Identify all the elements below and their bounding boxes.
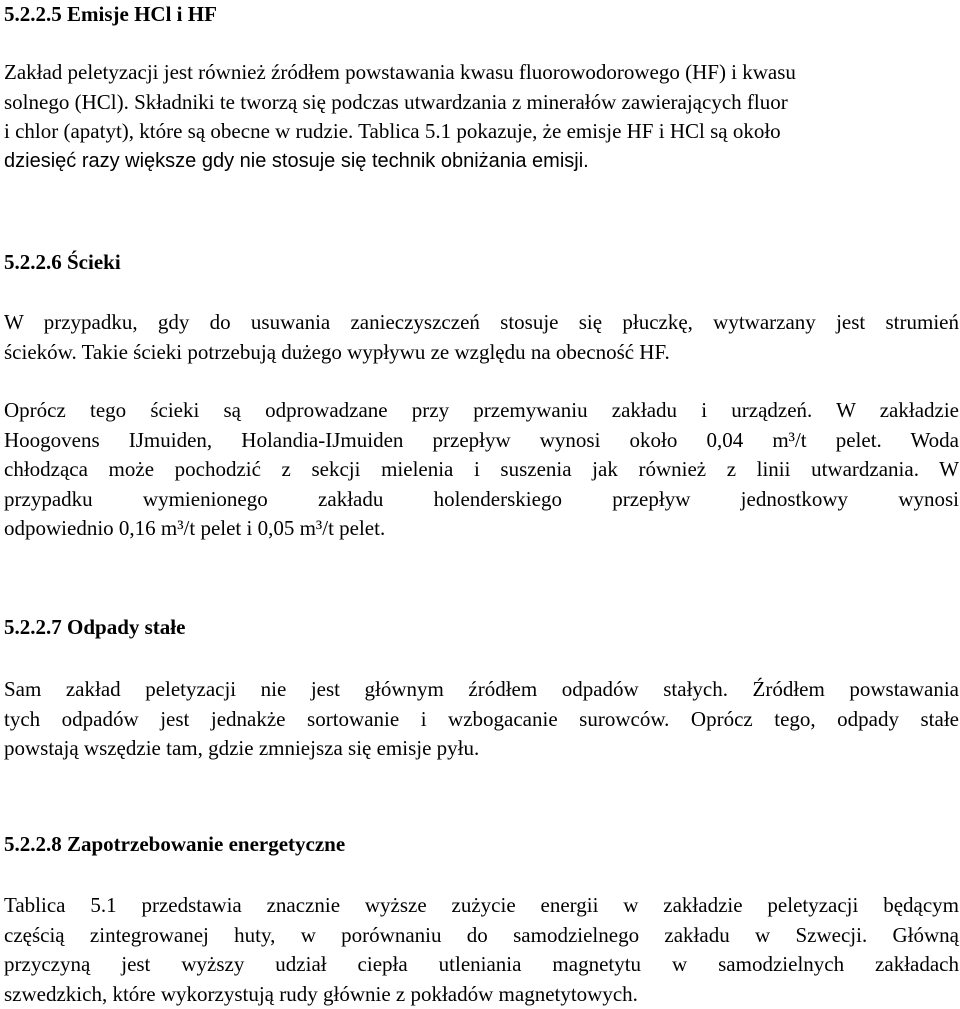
text-line: częścią zintegrowanej huty, w porównaniu do samodzielnego zakładu w Szwecji. Główną [4,922,959,947]
text-line: Hoogovens IJmuiden, Holandia-IJmuiden przepływ wynosi około 0,04 m³/t pelet. Woda [4,427,959,452]
text-line: przypadku wymienionego zakładu holenderskiego przepływ jednostkowy wynosi [4,486,959,511]
text-line: Zakład peletyzacji jest również źródłem powstawania kwasu fluorowodorowego (HF) i kwasu [4,60,796,84]
text-line: Sam zakład peletyzacji nie jest głównym źródłem odpadów stałych. Źródłem powstawania [4,677,959,701]
section-heading-energia: 5.2.2.8 Zapotrzebowanie energetyczne [4,832,346,856]
text-line: Oprócz tego ścieki są odprowadzane przy przemywaniu zakładu i urządzeń. W zakładzie [4,398,959,422]
text-line: szwedzkich, które wykorzystują rudy głównie z pokładów magnetytowych. [4,981,638,1006]
text-line: Tablica 5.1 przedstawia znacznie wyższe zużycie energii w zakładzie peletyzacji będącym [4,893,959,917]
section-heading-scieki: 5.2.2.6 Ścieki [4,250,121,274]
paragraph-hcl-hf [4,58,959,176]
paragraph-energia [4,891,959,1009]
text-line: ścieków. Takie ścieki potrzebują dużego wypływu ze względu na obecność HF. [4,339,670,364]
paragraph-scieki-2 [4,396,959,544]
paragraph-odpady [4,675,959,764]
text-line: W przypadku, gdy do usuwania zanieczyszczeń stosuje się płuczkę, wytwarzany jest strumień [4,310,959,334]
section-heading-hcl-hf: 5.2.2.5 Emisje HCl i HF [4,2,217,26]
text-line: tych odpadów jest jednakże sortowanie i wzbogacanie surowców. Oprócz tego, odpady stałe [4,706,959,731]
text-line: solnego (HCl). Składniki te tworzą się podczas utwardzania z minerałów zawierających fluor [4,89,788,114]
text-line: odpowiednio 0,16 m³/t pelet i 0,05 m³/t pelet. [4,516,386,540]
paragraph-scieki-1 [4,308,959,367]
section-heading-odpady: 5.2.2.7 Odpady stałe [4,615,186,639]
text-line: chłodząca może pochodzić z sekcji mielenia i suszenia jak również z linii utwardzania. W [4,457,959,481]
text-line: i chlor (apatyt), które są obecne w rudzie. Tablica 5.1 pokazuje, że emisje HF i HCl są około [4,119,781,143]
text-line: powstają wszędzie tam, gdzie zmniejsza się emisje pyłu. [4,736,480,760]
text-line: przyczyną jest wyższy udział ciepła utleniania magnetytu w samodzielnych zakładach [4,952,959,976]
text-line: dziesięć razy większe gdy nie stosuje się technik obniżania emisji. [4,149,589,172]
